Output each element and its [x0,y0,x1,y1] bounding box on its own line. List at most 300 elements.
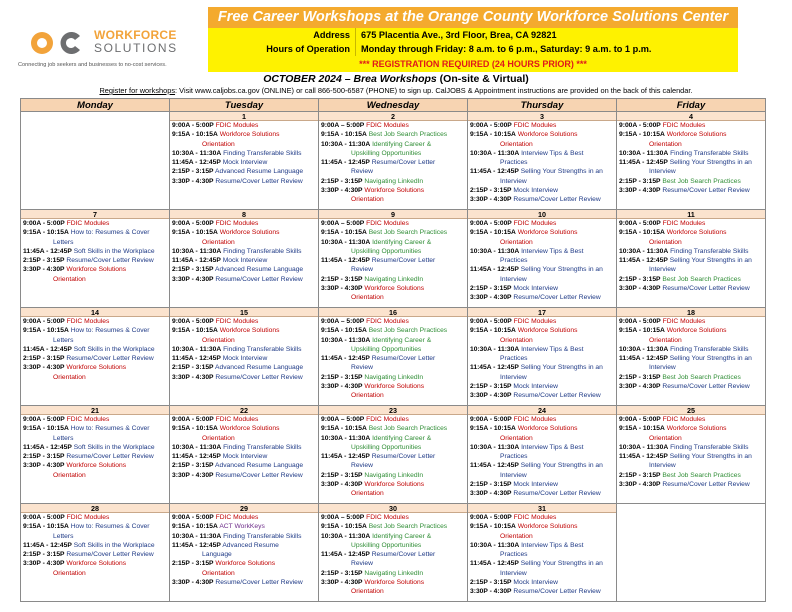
workshop-event [170,256,318,265]
event-title: FDIC Modules [66,220,110,227]
workshop-event [468,219,616,228]
day-number: 18 [617,308,765,317]
event-time: 3:30P - 4:30P [470,294,512,302]
workshop-event [617,149,765,158]
event-title-continued: Orientation [202,434,235,442]
day-number: 21 [21,406,169,415]
event-time: 10:30A - 11:30A [172,532,222,540]
event-title-continued: Interview [500,177,527,185]
event-time: 9:15A - 10:15A [321,327,367,335]
event-title: Best Job Search Practices [368,425,448,433]
event-title: How to: Resumes & Cover [70,327,150,335]
event-title-continued: Letters [53,532,74,540]
event-time: 9:15A - 10:15A [321,425,367,433]
hours-label: Hours of Operation [208,42,356,56]
event-time: 9:00A - 5:00P [619,318,661,325]
event-title: Identifying Career & [372,532,432,540]
workshop-event [319,354,467,363]
page-title: Free Career Workshops at the Orange County Workforce Solutions Center [208,7,738,28]
event-time: 9:15A - 10:15A [23,523,69,531]
event-title: Best Job Search Practices [368,523,448,531]
event-title: Best Job Search Practices [662,471,741,479]
event-title: Workforce Solutions [219,131,280,139]
event-time: 2:15P - 3:15P [619,471,661,479]
event-time: 10:30A - 11:30A [321,532,371,540]
event-title: Workforce Solutions [364,285,425,293]
event-title-continued: Orientation [500,336,533,344]
workshop-event [468,167,616,176]
workshop-event [21,345,169,354]
event-time: 9:00A - 5:00P [470,122,512,129]
event-time: 9:00A – 5:00P [321,416,365,423]
event-title-continued: Orientation [202,140,235,148]
calendar-week [20,406,766,504]
event-title: FDIC Modules [513,122,557,129]
workshop-event [21,461,169,470]
workshop-event [617,326,765,335]
event-title: Workforce Solutions [66,364,127,372]
event-title-continued: Orientation [202,569,235,577]
workshop-event [21,265,169,274]
event-title: Selling Your Strengths in an [669,355,752,363]
event-time: 9:00A - 5:00P [470,220,512,227]
event-time: 9:00A - 5:00P [470,514,512,521]
event-time: 3:30P - 4:30P [470,588,512,596]
event-title: Workforce Solutions [517,131,578,139]
event-title: Soft Skills in the Workplace [73,541,155,549]
workshop-event [319,130,467,139]
event-time: 10:30A - 11:30A [619,443,669,451]
calendar-day-cell [21,308,170,405]
event-title: Finding Transferable Skills [670,443,749,451]
day-header: Friday [676,100,706,111]
event-time: 11:45A - 12:45P [172,453,221,461]
event-title-continued: Review [351,266,373,274]
calendar-day-cell [170,504,319,601]
calendar-day-cell [617,308,766,405]
event-title: Workforce Solutions [219,229,280,237]
event-title: FDIC Modules [662,318,706,325]
event-time: 9:15A - 10:15A [470,327,516,335]
calendar-day-cell [21,112,170,209]
month-title [0,73,792,85]
event-time: 2:15P - 3:15P [619,177,661,185]
workshop-event [617,158,765,167]
event-title: Workforce Solutions [666,425,727,433]
event-time: 2:15P - 3:15P [470,481,512,489]
workshop-event [319,140,467,149]
day-number: 22 [170,406,318,415]
hours-value: Monday through Friday: 8 a.m. to 6 p.m., Saturday: 9 a.m. to 1 p.m. [361,44,652,54]
day-number: 23 [319,406,467,415]
calendar-day-cell [617,406,766,503]
event-title-continued: Review [351,462,373,470]
workshop-event [617,345,765,354]
event-title-continued: Orientation [53,471,86,479]
workshop-event [21,354,169,363]
event-title: Workforce Solutions [517,327,578,335]
event-title: Navigating LinkedIn [364,177,424,185]
calendar-day-cell [170,406,319,503]
event-title-continued: Orientation [351,392,384,400]
event-time: 10:30A - 11:30A [619,149,669,157]
workshop-event [468,391,616,400]
event-title-continued: Orientation [649,140,682,148]
event-time: 11:45A - 12:45P [321,453,370,461]
event-title: How to: Resumes & Cover [70,523,150,531]
event-title: Resume/Cover Letter [371,453,436,461]
workshop-event [468,121,616,130]
address-value: 675 Placentia Ave., 3rd Floor, Brea, CA 92821 [361,30,557,40]
workshop-event [319,415,467,424]
event-title: Mock Interview [513,579,558,587]
event-time: 11:45A - 12:45P [23,443,72,451]
event-time: 10:30A - 11:30A [619,345,669,353]
event-title-continued: Orientation [351,490,384,498]
register-text: : Visit www.caljobs.ca.gov (ONLINE) or call 866-500-6587 (PHONE) to sign up. CalJOBS & Appointment instructions are provided on the back of this calendar. [175,86,693,95]
event-title: Interview Tips & Best [521,149,584,157]
event-title: Workforce Solutions [666,229,727,237]
workshop-event [468,587,616,596]
event-title: Selling Your Strengths in an [520,560,603,568]
event-title: Finding Transferable Skills [670,247,749,255]
event-time: 9:00A - 5:00P [23,220,65,227]
event-time: 9:00A - 5:00P [23,416,65,423]
event-time: 9:00A - 5:00P [470,416,512,423]
workshop-event [468,415,616,424]
event-time: 9:00A - 5:00P [172,514,214,521]
event-title-continued: Orientation [202,238,235,246]
event-time: 3:30P - 4:30P [23,364,65,372]
event-time: 10:30A - 11:30A [321,336,371,344]
event-title: Workforce Solutions [66,266,127,274]
event-title: Workforce Solutions [517,523,578,531]
event-title: Selling Your Strengths in an [520,462,603,470]
workshop-event [170,373,318,382]
event-time: 3:30P - 4:30P [172,177,214,185]
event-title: FDIC Modules [366,514,409,521]
event-time: 9:15A - 10:15A [172,327,218,335]
workshop-event [617,424,765,433]
event-title-continued: Upskilling Opportunities [351,443,422,451]
event-title-continued: Upskilling Opportunities [351,345,422,353]
workshop-event [170,317,318,326]
workshop-event [319,550,467,559]
event-title-continued: Orientation [500,532,533,540]
workshop-event [170,443,318,452]
event-title: Workforce Solutions [666,131,727,139]
event-title: Identifying Career & [372,140,432,148]
event-title: Identifying Career & [372,238,432,246]
workshop-event [468,326,616,335]
event-title: Interview Tips & Best [521,443,584,451]
register-label: Register for workshops [99,86,176,95]
event-title: Finding Transferable Skills [223,443,302,451]
event-title-continued: Orientation [53,569,86,577]
day-number: 3 [468,112,616,121]
calendar-day-cell [468,112,617,209]
event-title: Workforce Solutions [66,560,127,568]
event-title: Interview Tips & Best [521,247,584,255]
event-time: 9:15A - 10:15A [619,425,665,433]
event-title-continued: Orientation [649,434,682,442]
event-time: 11:45A - 12:45P [321,159,370,167]
event-title-continued: Interview [649,168,676,176]
workshop-event [319,532,467,541]
event-title: Workforce Solutions [219,327,280,335]
event-time: 3:30P - 4:30P [619,187,661,195]
day-number: 28 [21,504,169,513]
event-title: Resume/Cover Letter Review [215,471,303,479]
event-title: Finding Transferable Skills [223,149,302,157]
event-title: FDIC Modules [215,514,259,521]
event-title: Resume/Cover Letter Review [66,551,154,559]
event-time: 3:30P - 4:30P [619,383,661,391]
event-title: How to: Resumes & Cover [70,229,150,237]
workshop-event [170,532,318,541]
event-title: FDIC Modules [215,220,259,227]
event-time: 11:45A - 12:45P [470,364,519,372]
event-time: 11:45A - 12:45P [619,257,668,265]
workshop-event [468,578,616,587]
calendar-day-cell [468,210,617,307]
calendar-day-cell [319,210,468,307]
calendar-day-cell [21,210,170,307]
event-time: 11:45A - 12:45P [470,462,519,470]
day-number: 9 [319,210,467,219]
event-time: 11:45A - 12:45P [172,257,221,265]
workshop-event [170,363,318,372]
event-title-continued: Practices [500,453,528,461]
event-title: Advanced Resume [222,541,279,549]
workshop-event [468,265,616,274]
workshop-event [170,275,318,284]
event-title-continued: Orientation [53,275,86,283]
event-title: Mock Interview [222,257,268,265]
calendar-week [20,504,766,602]
event-time: 9:15A - 10:15A [23,327,69,335]
event-title: FDIC Modules [366,122,409,129]
event-title: Interview Tips & Best [521,541,584,549]
calendar-day-cell [468,504,617,601]
calendar-day-cell [21,504,170,601]
event-time: 9:15A - 10:15A [619,131,665,139]
event-title: FDIC Modules [66,514,110,521]
workshop-event [468,228,616,237]
event-title: Finding Transferable Skills [223,247,302,255]
workshop-event [319,578,467,587]
event-title: Resume/Cover Letter Review [662,187,750,195]
event-time: 9:00A - 5:00P [172,318,214,325]
event-time: 3:30P - 4:30P [172,579,214,587]
event-title-continued: Letters [53,336,74,344]
event-time: 9:00A – 5:00P [321,220,365,227]
event-time: 2:15P - 3:15P [470,383,512,391]
event-title: Soft Skills in the Workplace [73,247,155,255]
day-header: Thursday [468,99,617,111]
event-title: Resume/Cover Letter Review [513,392,601,400]
day-number: 14 [21,308,169,317]
event-time: 10:30A - 11:30A [470,345,520,353]
event-title-continued: Upskilling Opportunities [351,149,422,157]
event-time: 3:30P - 4:30P [23,266,65,274]
event-time: 9:15A - 10:15A [321,229,367,237]
info-banner [208,7,738,72]
workshop-event [319,256,467,265]
workshop-event [617,228,765,237]
event-title: Workforce Solutions [364,383,425,391]
month-title-main: OCTOBER 2024 – Brea Workshops [263,73,437,85]
workshop-event [617,354,765,363]
workshop-event [319,326,467,335]
event-time: 9:00A - 5:00P [23,514,65,521]
event-title-continued: Orientation [649,336,682,344]
workshop-event [319,177,467,186]
calendar-week [20,112,766,210]
calendar-day-cell [468,308,617,405]
event-title-continued: Interview [500,569,527,577]
event-title: Advanced Resume Language [215,462,304,470]
event-time: 9:15A - 10:15A [172,131,218,139]
workshop-event [617,256,765,265]
event-title-continued: Interview [649,266,676,274]
workshop-event [319,434,467,443]
event-time: 3:30P - 4:30P [470,196,512,204]
event-time: 3:30P - 4:30P [470,490,512,498]
workshop-event [617,186,765,195]
workshop-event [468,284,616,293]
day-number: 31 [468,504,616,513]
event-time: 3:30P - 4:30P [321,481,363,489]
day-number: 7 [21,210,169,219]
event-title: Best Job Search Practices [368,229,448,237]
day-number: 29 [170,504,318,513]
workshop-event [170,219,318,228]
event-title: Workforce Solutions [66,462,127,470]
event-title: Resume/Cover Letter Review [66,453,154,461]
event-time: 9:00A - 5:00P [619,220,661,227]
event-title-continued: Interview [500,471,527,479]
workshop-event [170,522,318,531]
workshop-event [170,424,318,433]
event-title: Resume/Cover Letter Review [513,196,601,204]
calendar-day-cell [319,112,468,209]
event-title: FDIC Modules [662,416,706,423]
event-title-continued: Language [202,551,232,559]
month-title-suffix: (On-site & Virtual) [436,73,529,85]
event-title: Soft Skills in the Workplace [73,443,155,451]
event-title: Resume/Cover Letter Review [215,275,303,283]
workshop-event [170,149,318,158]
event-title: Resume/Cover Letter [371,355,436,363]
event-time: 10:30A - 11:30A [172,345,222,353]
event-time: 9:15A - 10:15A [321,131,367,139]
event-title: Selling Your Strengths in an [520,168,603,176]
event-time: 3:30P - 4:30P [321,285,363,293]
workshop-event [468,382,616,391]
event-title: Workforce Solutions [517,425,578,433]
event-time: 3:30P - 4:30P [321,579,363,587]
event-title: FDIC Modules [215,122,259,129]
event-time: 9:15A - 10:15A [470,425,516,433]
workshop-event [617,130,765,139]
event-title-continued: Upskilling Opportunities [351,247,422,255]
event-title: Mock Interview [222,453,268,461]
workshop-event [468,480,616,489]
workshop-event [319,373,467,382]
calendar-week [20,210,766,308]
event-time: 11:45A - 12:45P [172,159,221,167]
event-title: Resume/Cover Letter [371,257,436,265]
workshop-event [21,443,169,452]
workshop-event [468,149,616,158]
event-time: 10:30A - 11:30A [321,140,371,148]
event-title: Mock Interview [513,383,558,391]
workshop-event [319,424,467,433]
registration-notice: *** REGISTRATION REQUIRED (24 HOURS PRIOR) *** [208,56,738,72]
event-title: Workforce Solutions [364,481,425,489]
event-title: Best Job Search Practices [368,131,448,139]
logo-subtitle: SOLUTIONS [94,41,178,55]
workshop-event [319,228,467,237]
event-time: 2:15P - 3:15P [619,275,661,283]
event-time: 10:30A - 11:30A [470,149,520,157]
event-time: 9:00A - 5:00P [172,122,214,129]
event-time: 3:30P - 4:30P [23,560,65,568]
event-time: 11:45A - 12:45P [321,551,370,559]
event-title: FDIC Modules [366,220,409,227]
address-row [208,28,738,42]
event-time: 11:45A - 12:45P [470,266,519,274]
event-time: 9:00A – 5:00P [321,318,365,325]
day-header: Wednesday [319,99,468,111]
event-title: FDIC Modules [366,416,409,423]
workshop-event [617,275,765,284]
event-time: 2:15P - 3:15P [619,373,661,381]
event-title-continued: Review [351,168,373,176]
event-time: 2:15P - 3:15P [172,364,214,372]
workshop-event [617,480,765,489]
day-header: Monday [21,99,170,111]
day-number: 4 [617,112,765,121]
event-title-continued: Upskilling Opportunities [351,541,422,549]
workshop-event [319,382,467,391]
event-title: Navigating LinkedIn [364,471,424,479]
logo-wordmark: WORKFORCE [94,28,177,42]
event-title: Finding Transferable Skills [223,345,302,353]
calendar [20,98,766,602]
calendar-day-cell [468,406,617,503]
calendar-day-cell [617,210,766,307]
workshop-event [617,177,765,186]
event-title: Mock Interview [513,187,558,195]
calendar-week [20,308,766,406]
workshop-event [170,471,318,480]
workshop-event [21,415,169,424]
event-time: 9:15A - 10:15A [619,229,665,237]
workshop-event [170,265,318,274]
event-time: 11:45A - 12:45P [470,560,519,568]
workshop-event [170,578,318,587]
day-number: 16 [319,308,467,317]
day-header: Tuesday [170,99,319,111]
event-title: Mock Interview [222,355,268,363]
event-time: 3:30P - 4:30P [172,471,214,479]
event-time: 11:45A - 12:45P [23,345,72,353]
event-title: FDIC Modules [513,416,557,423]
workshop-event [319,219,467,228]
workshop-event [617,373,765,382]
